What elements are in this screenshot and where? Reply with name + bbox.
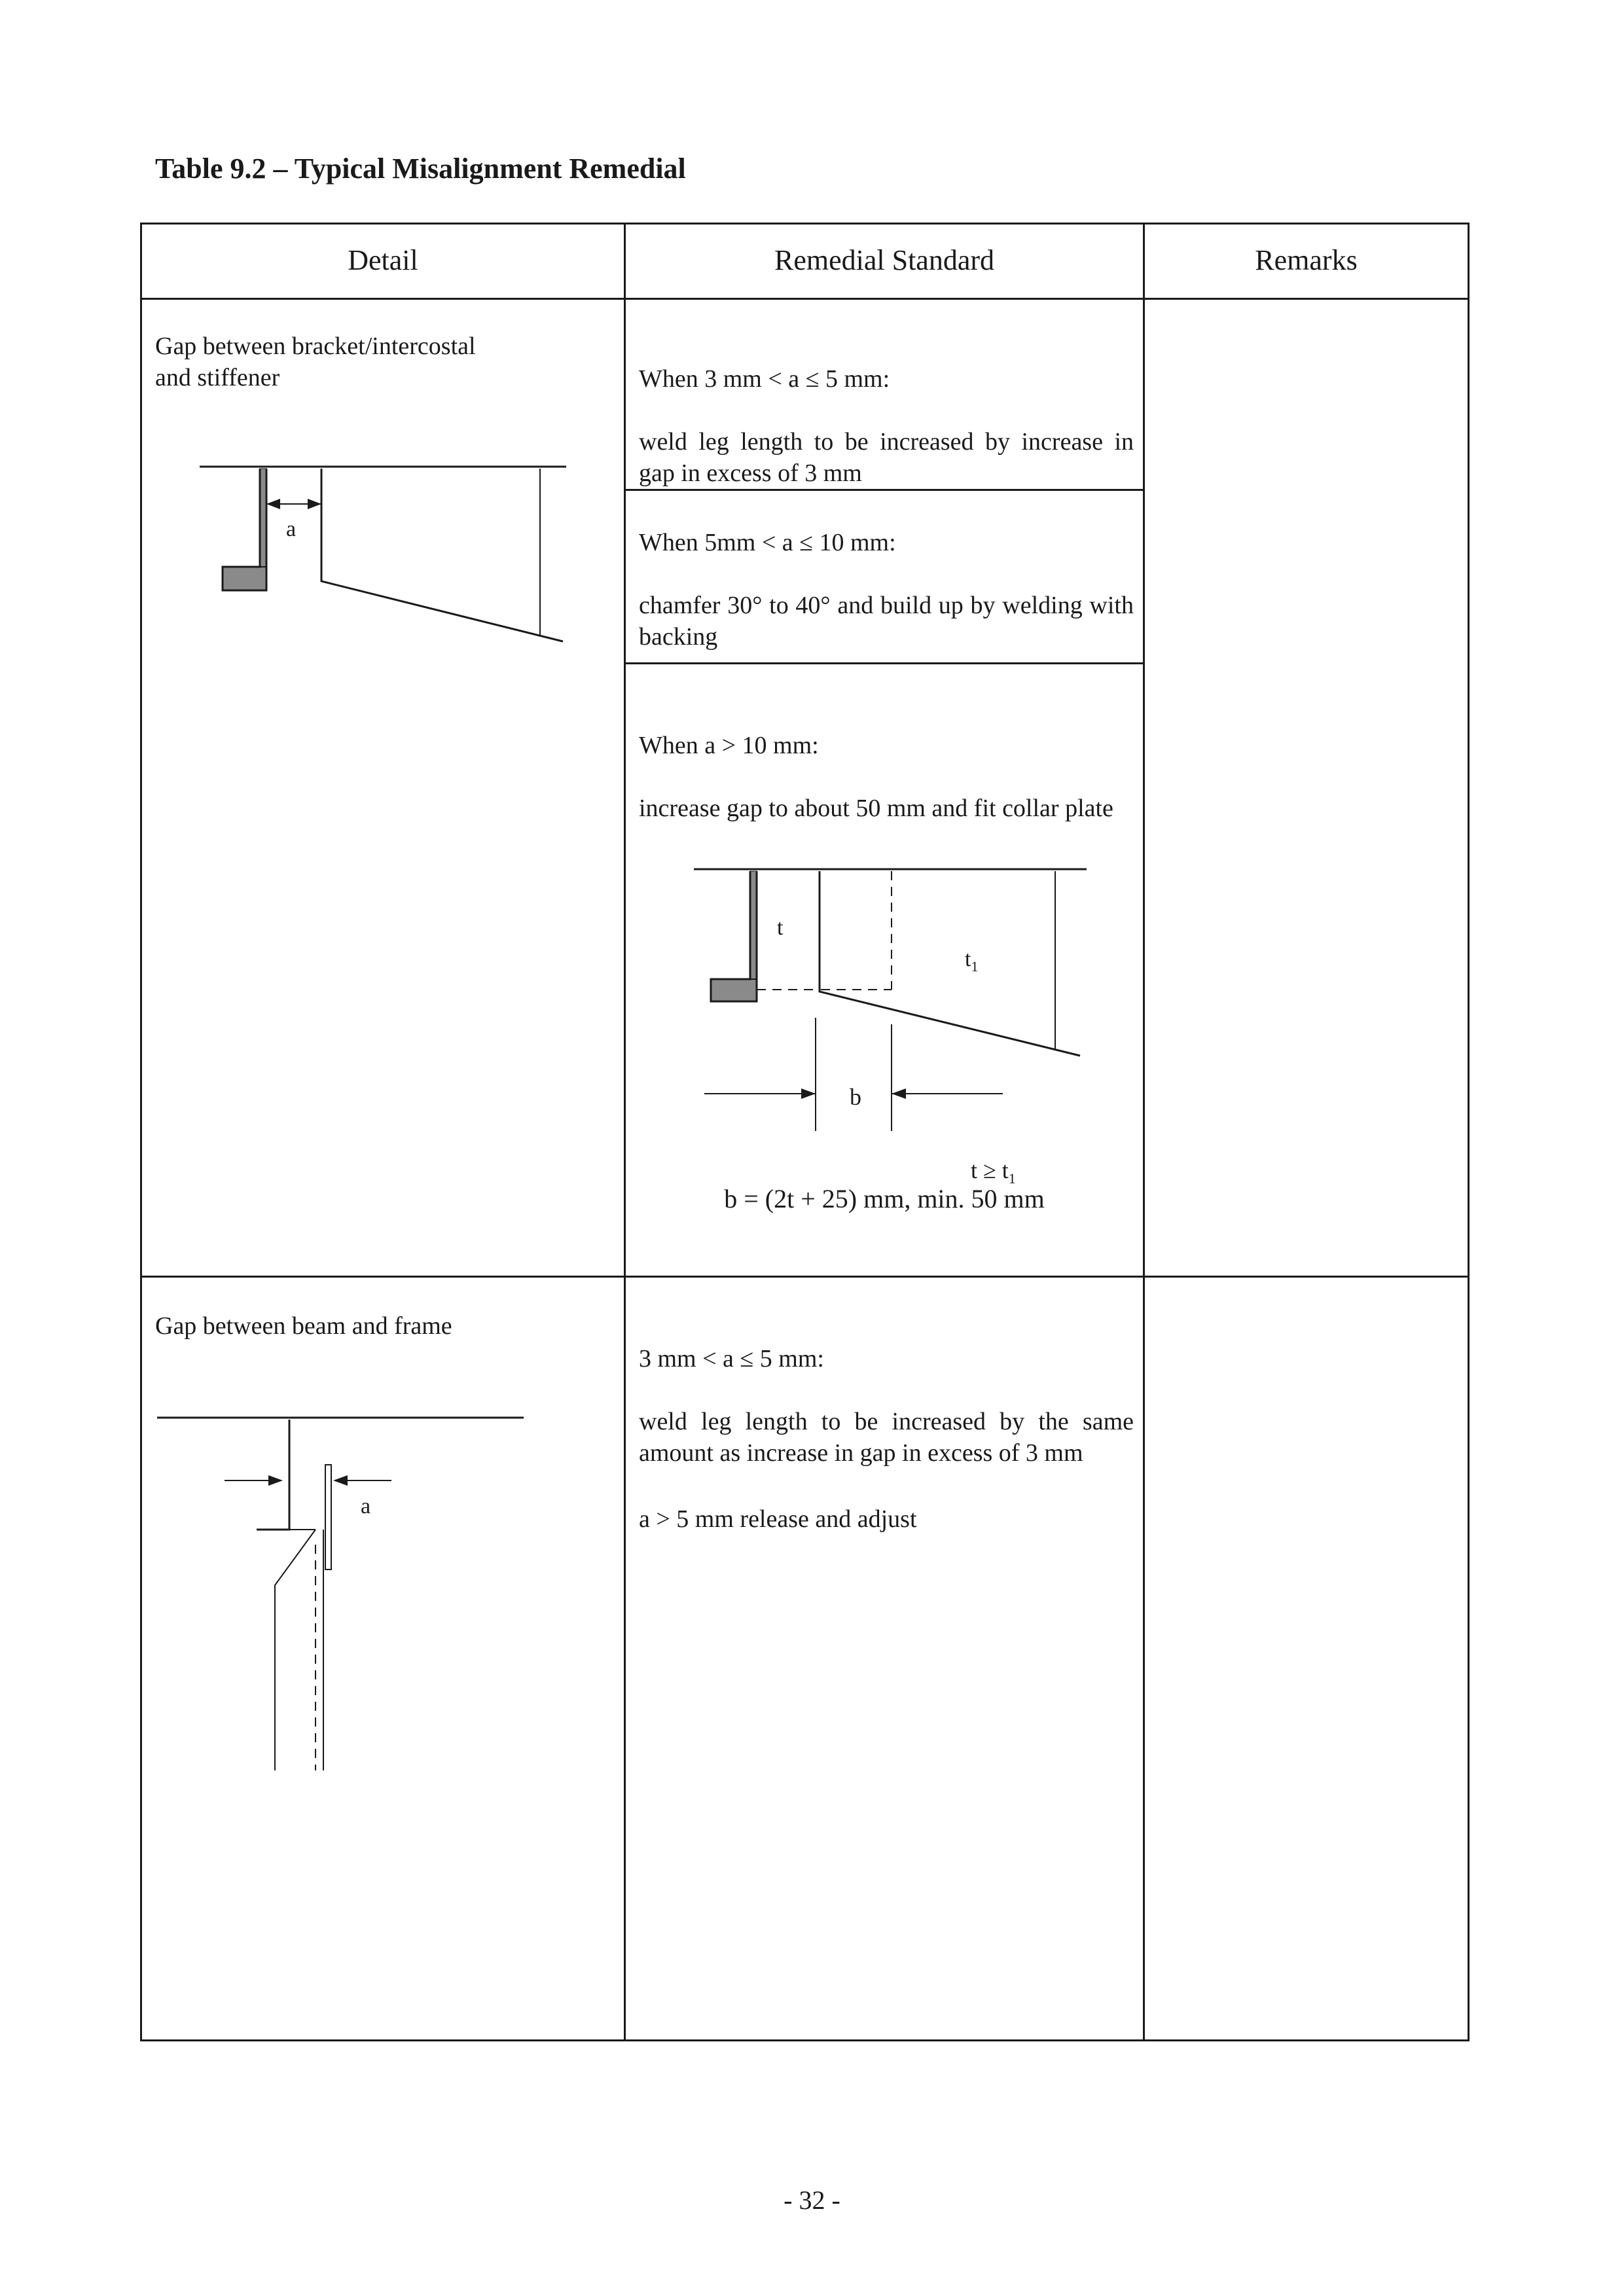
remedial-condition-1	[639, 332, 1134, 520]
column-divider-2	[1143, 223, 1145, 2041]
collar-formula: b = (2t + 25) mm, min. 50 mm	[724, 1184, 1045, 1213]
page-number: - 32 -	[784, 2185, 840, 2215]
collar-condition-main: t ≥ t	[971, 1157, 1009, 1183]
header-detail: Detail	[348, 244, 418, 276]
header-remedial-standard: Remedial Standard	[774, 244, 994, 276]
remedial-row-2-condition-1	[639, 1312, 1134, 1500]
collar-label-t: t	[777, 916, 784, 940]
table-border-right	[1468, 223, 1470, 2041]
header-remarks: Remarks	[1255, 244, 1358, 276]
beam-frame-gap-diagram	[151, 1407, 543, 1780]
remedial-condition-2-text: chamfer 30° to 40° and build up by welding with backing	[639, 592, 1134, 651]
collar-label-b: b	[850, 1084, 861, 1110]
table-border-left	[140, 223, 142, 2041]
bracket-gap-label-a: a	[286, 517, 297, 541]
row-divider	[140, 1276, 1470, 1278]
remedial-condition-2-title: When 5mm < a ≤ 10 mm:	[639, 529, 896, 556]
collar-plate-diagram	[694, 857, 1100, 1132]
remedial-condition-3-title: When a > 10 mm:	[639, 732, 819, 759]
column-divider-1	[624, 223, 626, 2041]
table-border-top	[140, 223, 1470, 224]
collar-label-t1	[965, 912, 978, 982]
remedial-condition-3	[639, 698, 1134, 855]
collar-label-t1-main: t	[965, 947, 971, 971]
header-divider	[140, 298, 1470, 300]
remedial-row-2-text: weld leg length to be increased by the same amount as increase in gap in excess of 3 mm	[639, 1408, 1134, 1467]
collar-label-t1-sub: 1	[971, 958, 979, 975]
table-title: Table 9.2 – Typical Misalignment Remedial	[155, 152, 686, 185]
remedial-condition-2	[639, 495, 1134, 684]
remedial-condition-3-text: increase gap to about 50 mm and fit collar plate	[639, 795, 1113, 822]
collar-condition-sub: 1	[1008, 1170, 1016, 1187]
detail-row-2: Gap between beam and frame	[155, 1312, 452, 1340]
remedial-row-2-title: 3 mm < a ≤ 5 mm:	[639, 1345, 824, 1372]
detail-row-1: Gap between bracket/intercostal and stiffener	[155, 332, 476, 391]
remedial-condition-1-title: When 3 mm < a ≤ 5 mm:	[639, 365, 890, 393]
beam-frame-label-a: a	[361, 1494, 371, 1518]
table-border-bottom	[140, 2039, 1470, 2041]
remedial-row-2-condition-2: a > 5 mm release and adjust	[639, 1505, 917, 1533]
remedial-condition-1-text: weld leg length to be increased by increase in gap in excess of 3 mm	[639, 428, 1134, 487]
bracket-gap-diagram	[190, 458, 583, 655]
